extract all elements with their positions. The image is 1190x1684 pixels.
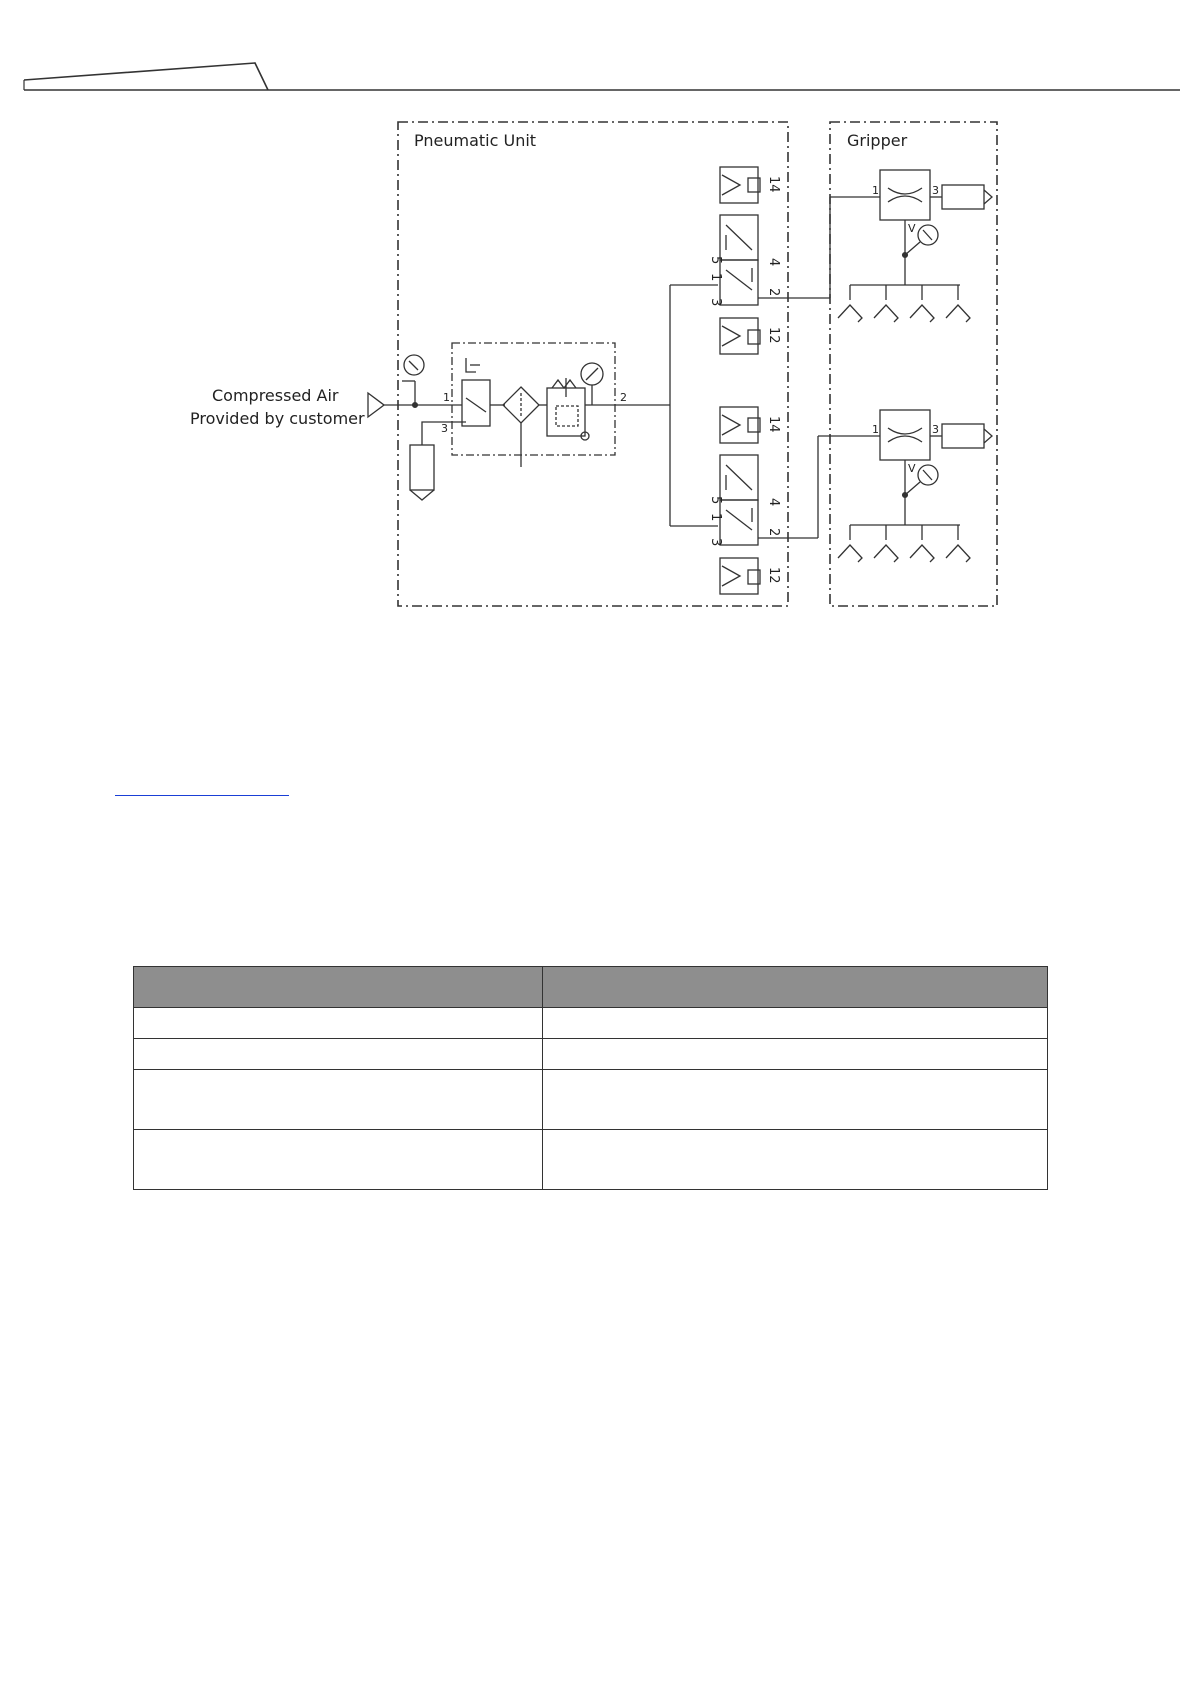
input-label-line2: Provided by customer [190, 409, 365, 428]
table-header-row [134, 967, 1048, 1008]
table-cell [134, 1039, 543, 1070]
port-label: 1 [708, 273, 723, 282]
table-cell [134, 1130, 543, 1190]
vacuum-ejector-2 [838, 410, 992, 562]
table-header-cell [134, 967, 543, 1008]
air-supply-icon [368, 393, 384, 417]
port-label: 2 [620, 391, 627, 404]
port-label: 4 [766, 498, 781, 507]
port-label: 12 [766, 567, 781, 584]
table-cell [134, 1070, 543, 1130]
table-row [134, 1130, 1048, 1190]
exhaust-silencer-icon [410, 445, 434, 490]
spec-table [133, 966, 1048, 1190]
table-row [134, 1008, 1048, 1039]
table-cell [543, 1070, 1048, 1130]
port-label: 1 [443, 391, 450, 404]
table-cell [543, 1039, 1048, 1070]
pneumatic-unit-boundary [398, 122, 788, 606]
port-label: V [908, 222, 916, 235]
port-label: 2 [766, 528, 781, 537]
port-label: 3 [441, 422, 448, 435]
port-label: 5 [708, 496, 723, 505]
table-cell [543, 1008, 1048, 1039]
hyperlink-underline[interactable] [115, 795, 289, 796]
port-label: 3 [708, 298, 723, 307]
port-label: V [908, 462, 916, 475]
port-label: 2 [766, 288, 781, 297]
table-row [134, 1039, 1048, 1070]
shutoff-valve-icon [462, 380, 490, 426]
table-header-cell [543, 967, 1048, 1008]
supply-pressure-gauge-icon [404, 355, 424, 375]
port-label: 14 [766, 416, 781, 433]
pneumatic-unit-title: Pneumatic Unit [414, 131, 537, 150]
vacuum-ejector-1 [838, 170, 992, 322]
port-label: 3 [708, 538, 723, 547]
gripper-boundary [830, 122, 997, 606]
table-cell [134, 1008, 543, 1039]
port-label: 12 [766, 327, 781, 344]
pneumatic-schematic [0, 110, 1190, 630]
table-row [134, 1070, 1048, 1130]
port-label: 1 [872, 423, 879, 436]
port-label: 14 [766, 176, 781, 193]
port-label: 1 [708, 513, 723, 522]
port-label: 1 [872, 184, 879, 197]
port-label: 4 [766, 258, 781, 267]
port-label: 5 [708, 256, 723, 265]
port-label: 3 [932, 423, 939, 436]
port-label: 3 [932, 184, 939, 197]
input-label-line1: Compressed Air [212, 386, 339, 405]
gripper-title: Gripper [847, 131, 908, 150]
page-header-rule [0, 0, 1190, 110]
table-cell [543, 1130, 1048, 1190]
